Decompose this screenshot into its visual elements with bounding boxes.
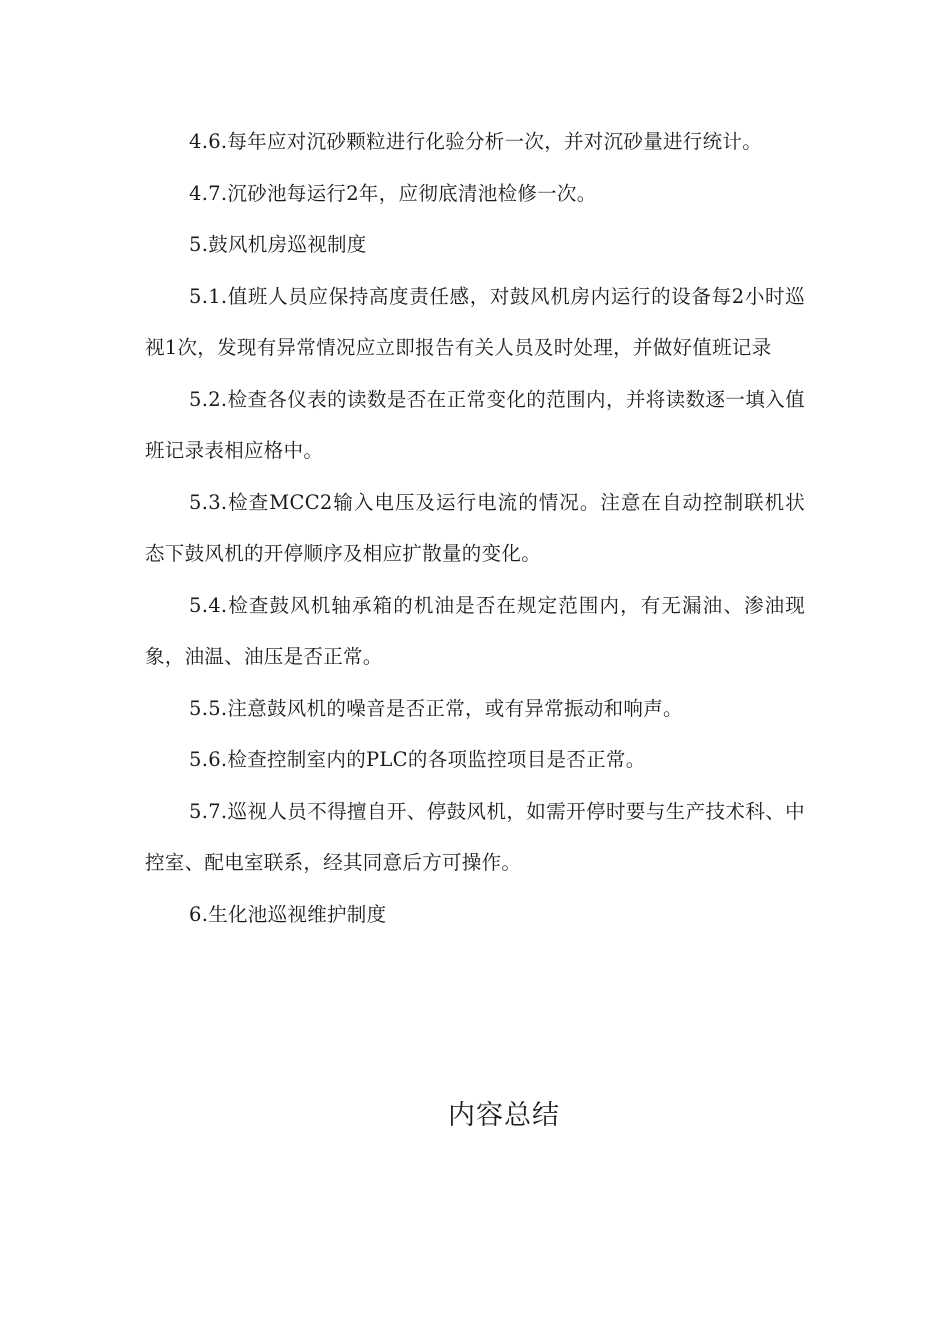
paragraph-5-6: 5.6.检查控制室内的PLC的各项监控项目是否正常。 — [189, 748, 646, 771]
section-heading-6: 6.生化池巡视维护制度 — [189, 902, 387, 926]
document-body — [145, 116, 805, 940]
paragraph-5-3: 5.3.检查MCC2输入电压及运行电流的情况。注意在自动控制联机状态下鼓风机的开停顺序及相应扩散量的变化。 — [145, 490, 805, 565]
paragraph-5-1: 5.1.值班人员应保持高度责任感，对鼓风机房内运行的设备每2小时巡视1次，发现有异常情况应立即报告有关人员及时处理，并做好值班记录 — [145, 284, 805, 359]
paragraph-5-4: 5.4.检查鼓风机轴承箱的机油是否在规定范围内，有无漏油、渗油现象，油温、油压是否正常。 — [145, 593, 805, 668]
paragraph-5-5: 5.5.注意鼓风机的噪音是否正常，或有异常振动和响声。 — [189, 696, 683, 720]
paragraph-4-7: 4.7.沉砂池每运行2年，应彻底清池检修一次。 — [189, 181, 597, 205]
paragraph-5-2: 5.2.检查各仪表的读数是否在正常变化的范围内，并将读数逐一填入值班记录表相应格中。 — [145, 387, 805, 462]
paragraph-4-6: 4.6.每年应对沉砂颗粒进行化验分析一次，并对沉砂量进行统计。 — [189, 130, 763, 153]
summary-title: 内容总结 — [448, 1100, 560, 1131]
section-heading-5: 5.鼓风机房巡视制度 — [189, 233, 367, 256]
paragraph-5-7: 5.7.巡视人员不得擅自开、停鼓风机，如需开停时要与生产技术科、中控室、配电室联系，经其同意后方可操作。 — [145, 799, 805, 874]
